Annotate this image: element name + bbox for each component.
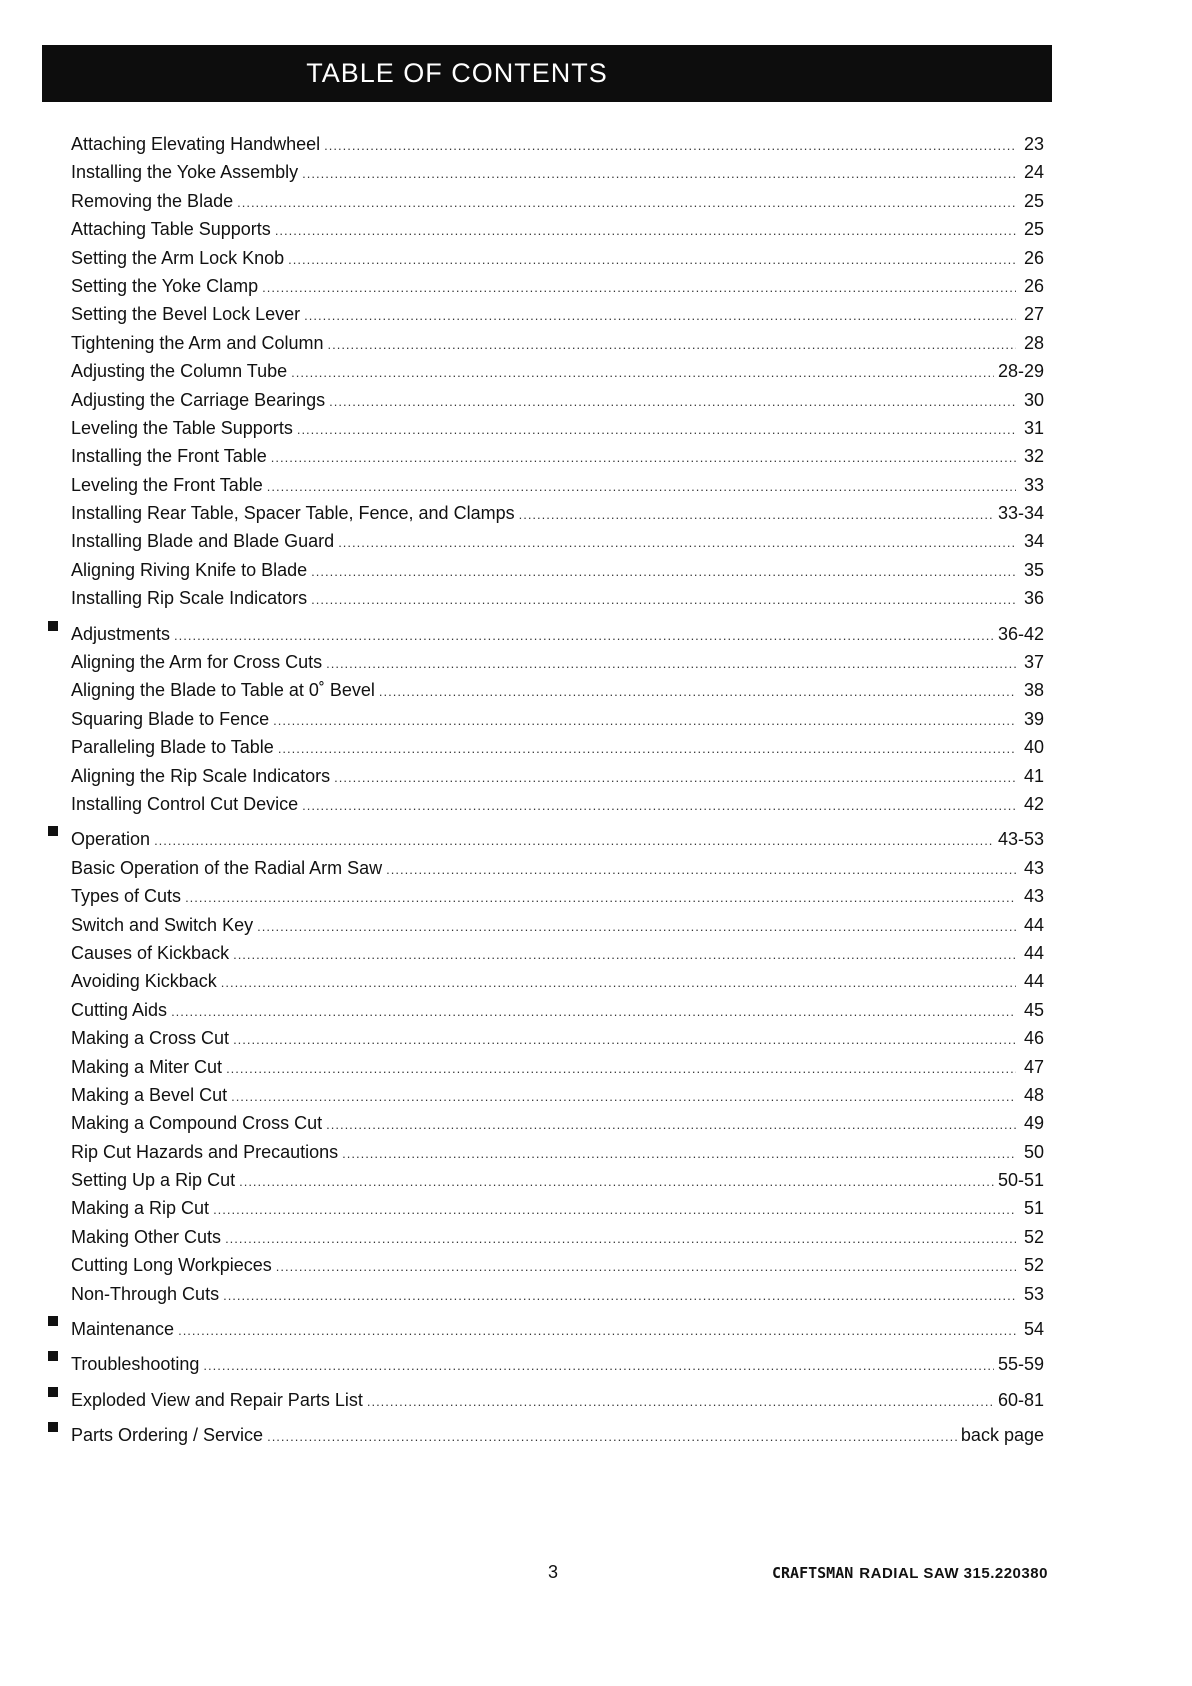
toc-entry-title: Avoiding Kickback xyxy=(71,971,217,992)
bullet-cell xyxy=(44,1243,71,1271)
toc-entry-page: 36 xyxy=(1023,588,1044,609)
bullet-cell xyxy=(44,207,71,235)
toc-entry-page: 44 xyxy=(1023,971,1044,992)
brand-model xyxy=(772,1564,1048,1582)
dot-leader xyxy=(221,969,1016,997)
toc-entry-title: Adjusting the Column Tube xyxy=(71,361,288,382)
dot-leader xyxy=(329,388,1016,416)
toc-entry-title: Cutting Long Workpieces xyxy=(71,1255,272,1276)
toc-entry-title: Tightening the Arm and Column xyxy=(71,332,324,353)
toc-entry-title: Aligning Riving Knife to Blade xyxy=(71,559,308,580)
toc-entry-title: Setting the Bevel Lock Lever xyxy=(71,304,301,325)
bullet-cell xyxy=(44,1272,71,1300)
toc-entry-page: 27 xyxy=(1023,304,1044,325)
toc-entry-page: 28-29 xyxy=(997,361,1044,382)
toc-entry-page: 50 xyxy=(1023,1141,1044,1162)
toc-entry-page: 31 xyxy=(1023,417,1044,438)
dot-leader xyxy=(237,189,1016,217)
bullet-cell xyxy=(44,576,71,604)
dot-leader xyxy=(203,1352,994,1380)
bullet-cell xyxy=(44,668,71,696)
toc-entry-page: 25 xyxy=(1023,219,1044,240)
toc-entry-title: Setting Up a Rip Cut xyxy=(71,1170,236,1191)
toc-entry-page: 49 xyxy=(1023,1113,1044,1134)
dot-leader xyxy=(386,856,1016,884)
bullet-cell xyxy=(44,988,71,1016)
toc-entry-title: Installing Rip Scale Indicators xyxy=(71,588,308,609)
toc-entry-title: Types of Cuts xyxy=(71,886,182,907)
toc-entry-title: Making a Miter Cut xyxy=(71,1056,223,1077)
dot-leader xyxy=(302,160,1016,188)
dot-leader xyxy=(288,246,1016,274)
bullet-cell xyxy=(44,150,71,178)
toc-entry-title: Basic Operation of the Radial Arm Saw xyxy=(71,857,383,878)
toc-entry-title: Making a Rip Cut xyxy=(71,1198,210,1219)
toc-entry-title: Troubleshooting xyxy=(71,1354,200,1375)
bullet-cell xyxy=(44,236,71,264)
toc-entry-page: 48 xyxy=(1023,1084,1044,1105)
bullet-cell xyxy=(44,1101,71,1129)
dot-leader xyxy=(367,1388,994,1416)
dot-leader xyxy=(223,1282,1016,1310)
bullet-cell xyxy=(44,959,71,987)
bullet-cell xyxy=(44,754,71,782)
bullet-cell xyxy=(44,817,71,845)
toc-entry-page: 53 xyxy=(1023,1283,1044,1304)
toc-section-entry xyxy=(44,817,1044,850)
dot-leader xyxy=(291,359,994,387)
bullet-cell xyxy=(44,1186,71,1214)
toc-entry-page: 26 xyxy=(1023,247,1044,268)
toc-entry-page: 34 xyxy=(1023,531,1044,552)
toc-entry-page: 41 xyxy=(1023,765,1044,786)
toc-section-entry xyxy=(44,612,1044,644)
bullet-cell xyxy=(44,406,71,434)
toc-entry-page: 26 xyxy=(1023,275,1044,296)
toc-entry-page: 38 xyxy=(1023,680,1044,701)
dot-leader xyxy=(334,764,1016,792)
toc-entry-page: 51 xyxy=(1023,1198,1044,1219)
toc-banner xyxy=(42,45,1052,102)
dot-leader xyxy=(233,941,1016,969)
toc-entry-page: 43-53 xyxy=(997,829,1044,850)
toc-entry-page: 52 xyxy=(1023,1226,1044,1247)
bullet-cell xyxy=(44,179,71,207)
toc-entry-page: 44 xyxy=(1023,942,1044,963)
toc-entry-title: Installing the Front Table xyxy=(71,446,267,467)
toc-entry-page: 30 xyxy=(1023,389,1044,410)
toc-entry-page: 24 xyxy=(1023,162,1044,183)
bullet-cell xyxy=(44,321,71,349)
dot-leader xyxy=(327,331,1016,359)
dot-leader xyxy=(311,586,1016,614)
dot-leader xyxy=(178,1317,1016,1345)
toc-entry-title: Removing the Blade xyxy=(71,190,234,211)
bullet-cell xyxy=(44,1130,71,1158)
toc-entry-title: Aligning the Blade to Table at 0˚ Bevel xyxy=(71,680,375,701)
toc-entry-title: Squaring Blade to Fence xyxy=(71,708,270,729)
square-bullet-icon xyxy=(48,1316,58,1326)
dot-leader xyxy=(326,1111,1016,1139)
toc-entry-title: Adjusting the Carriage Bearings xyxy=(71,389,326,410)
bullet-cell xyxy=(44,434,71,462)
page-number: 3 xyxy=(548,1562,559,1582)
dot-leader xyxy=(311,558,1016,586)
dot-leader xyxy=(231,1083,1016,1111)
bullet-cell xyxy=(44,640,71,668)
toc-entry-page: 45 xyxy=(1023,999,1044,1020)
bullet-cell xyxy=(44,1378,71,1406)
toc-entry-title: Operation xyxy=(71,829,151,850)
toc-entry-page: 37 xyxy=(1023,652,1044,673)
toc-entry-page: 60-81 xyxy=(997,1389,1044,1410)
toc-entry-page: 33 xyxy=(1023,474,1044,495)
bullet-cell xyxy=(44,292,71,320)
bullet-cell xyxy=(44,519,71,547)
dot-leader xyxy=(276,1253,1016,1281)
dot-leader xyxy=(171,998,1016,1026)
toc-entry-title: Paralleling Blade to Table xyxy=(71,737,274,758)
toc-entry-title: Switch and Switch Key xyxy=(71,914,254,935)
bullet-cell xyxy=(44,122,71,150)
dot-leader xyxy=(338,529,1016,557)
toc-entry-page: 55-59 xyxy=(997,1354,1044,1375)
bullet-cell xyxy=(44,612,71,640)
toc-entry-title: Causes of Kickback xyxy=(71,942,230,963)
toc-entry-title: Exploded View and Repair Parts List xyxy=(71,1389,363,1410)
toc-entry-page: 50-51 xyxy=(997,1170,1044,1191)
bullet-cell xyxy=(44,874,71,902)
square-bullet-icon xyxy=(48,621,58,631)
dot-leader xyxy=(275,217,1016,245)
bullet-cell xyxy=(44,697,71,725)
toc-section-entry xyxy=(44,1342,1044,1375)
toc-entry-title: Installing the Yoke Assembly xyxy=(71,162,299,183)
toc-entry-page: 28 xyxy=(1023,332,1044,353)
bullet-cell xyxy=(44,782,71,810)
bullet-cell xyxy=(44,1016,71,1044)
toc-entry-title: Leveling the Table Supports xyxy=(71,417,293,438)
toc-entry-page: 39 xyxy=(1023,708,1044,729)
toc-entry-page: 52 xyxy=(1023,1255,1044,1276)
bullet-cell xyxy=(44,903,71,931)
dot-leader xyxy=(267,1423,957,1451)
dot-leader xyxy=(262,274,1016,302)
bullet-cell xyxy=(44,1307,71,1335)
dot-leader xyxy=(185,884,1016,912)
toc-entry-title: Installing Control Cut Device xyxy=(71,793,299,814)
toc-entry-title: Aligning the Rip Scale Indicators xyxy=(71,765,331,786)
dot-leader xyxy=(326,650,1016,678)
bullet-cell xyxy=(44,264,71,292)
craftsman-logo: CRAFTSMAN xyxy=(772,1564,854,1582)
square-bullet-icon xyxy=(48,826,58,836)
toc-entry-page: 40 xyxy=(1023,737,1044,758)
dot-leader xyxy=(379,678,1016,706)
toc-entry-title: Leveling the Front Table xyxy=(71,474,263,495)
toc-entry-page: 35 xyxy=(1023,559,1044,580)
page-title: TABLE OF CONTENTS xyxy=(306,58,608,88)
bullet-cell xyxy=(44,1073,71,1101)
bullet-cell xyxy=(44,349,71,377)
bullet-cell xyxy=(44,725,71,753)
dot-leader xyxy=(273,707,1016,735)
dot-leader xyxy=(154,827,994,855)
toc-entry-title: Making a Compound Cross Cut xyxy=(71,1113,323,1134)
toc-entry-title: Cutting Aids xyxy=(71,999,168,1020)
toc-entry-page: 44 xyxy=(1023,914,1044,935)
toc-entry-page: 54 xyxy=(1023,1319,1044,1340)
toc-section-entry xyxy=(44,1378,1044,1410)
toc-entry-title: Aligning the Arm for Cross Cuts xyxy=(71,652,323,673)
toc-entry-page: 42 xyxy=(1023,793,1044,814)
toc-entry-title: Setting the Arm Lock Knob xyxy=(71,247,285,268)
toc-entry-page: 36-42 xyxy=(997,623,1044,644)
toc-entry-page: 46 xyxy=(1023,1028,1044,1049)
square-bullet-icon xyxy=(48,1351,58,1361)
bullet-cell xyxy=(44,463,71,491)
bullet-cell xyxy=(44,1045,71,1073)
dot-leader xyxy=(239,1168,994,1196)
square-bullet-icon xyxy=(48,1387,58,1397)
toc-list xyxy=(44,122,1044,1446)
toc-entry-title: Installing Rear Table, Spacer Table, Fence, and Clamps xyxy=(71,503,515,524)
bullet-cell xyxy=(44,846,71,874)
toc-entry-page: 43 xyxy=(1023,886,1044,907)
toc-section-entry xyxy=(44,1413,1044,1446)
dot-leader xyxy=(304,302,1016,330)
toc-entry-title: Attaching Table Supports xyxy=(71,219,271,240)
toc-entry-title: Maintenance xyxy=(71,1319,175,1340)
dot-leader xyxy=(324,132,1016,160)
toc-entry-page: 23 xyxy=(1023,134,1044,154)
bullet-cell xyxy=(44,1413,71,1441)
toc-entry-page: 33-34 xyxy=(997,503,1044,524)
toc-entry-title: Attaching Elevating Handwheel xyxy=(71,134,321,154)
footer xyxy=(0,1562,1192,1586)
toc-section-entry xyxy=(44,1307,1044,1340)
toc-entry-title: Installing Blade and Blade Guard xyxy=(71,531,335,552)
square-bullet-icon xyxy=(48,1422,58,1432)
dot-leader xyxy=(278,735,1016,763)
toc-entry-title: Making a Bevel Cut xyxy=(71,1084,228,1105)
dot-leader xyxy=(213,1196,1016,1224)
toc-entry-page: back page xyxy=(960,1425,1044,1446)
bullet-cell xyxy=(44,1342,71,1370)
bullet-cell xyxy=(44,931,71,959)
model-name: RADIAL SAW 315.220380 xyxy=(859,1565,1048,1582)
dot-leader xyxy=(233,1026,1016,1054)
bullet-cell xyxy=(44,548,71,576)
bullet-cell xyxy=(44,1215,71,1243)
toc-entry-page: 32 xyxy=(1023,446,1044,467)
dot-leader xyxy=(271,444,1016,472)
toc-entry-title: Setting the Yoke Clamp xyxy=(71,275,259,296)
toc-entry-page: 47 xyxy=(1023,1056,1044,1077)
bullet-cell xyxy=(44,378,71,406)
dot-leader xyxy=(267,473,1016,501)
toc-entry xyxy=(44,122,1044,154)
dot-leader xyxy=(174,622,994,650)
toc-entry-title: Making Other Cuts xyxy=(71,1226,222,1247)
dot-leader xyxy=(519,501,994,529)
toc-entry-title: Making a Cross Cut xyxy=(71,1028,230,1049)
dot-leader xyxy=(297,416,1016,444)
bullet-cell xyxy=(44,491,71,519)
toc-entry-page: 43 xyxy=(1023,857,1044,878)
dot-leader xyxy=(226,1055,1016,1083)
dot-leader xyxy=(302,792,1016,820)
toc-entry-title: Parts Ordering / Service xyxy=(71,1425,264,1446)
toc-entry-title: Rip Cut Hazards and Precautions xyxy=(71,1141,339,1162)
dot-leader xyxy=(257,913,1016,941)
bullet-cell xyxy=(44,1158,71,1186)
dot-leader xyxy=(342,1140,1016,1168)
toc-entry-title: Non-Through Cuts xyxy=(71,1283,220,1304)
toc-entry-title: Adjustments xyxy=(71,623,171,644)
dot-leader xyxy=(225,1225,1016,1253)
toc-entry-page: 25 xyxy=(1023,190,1044,211)
